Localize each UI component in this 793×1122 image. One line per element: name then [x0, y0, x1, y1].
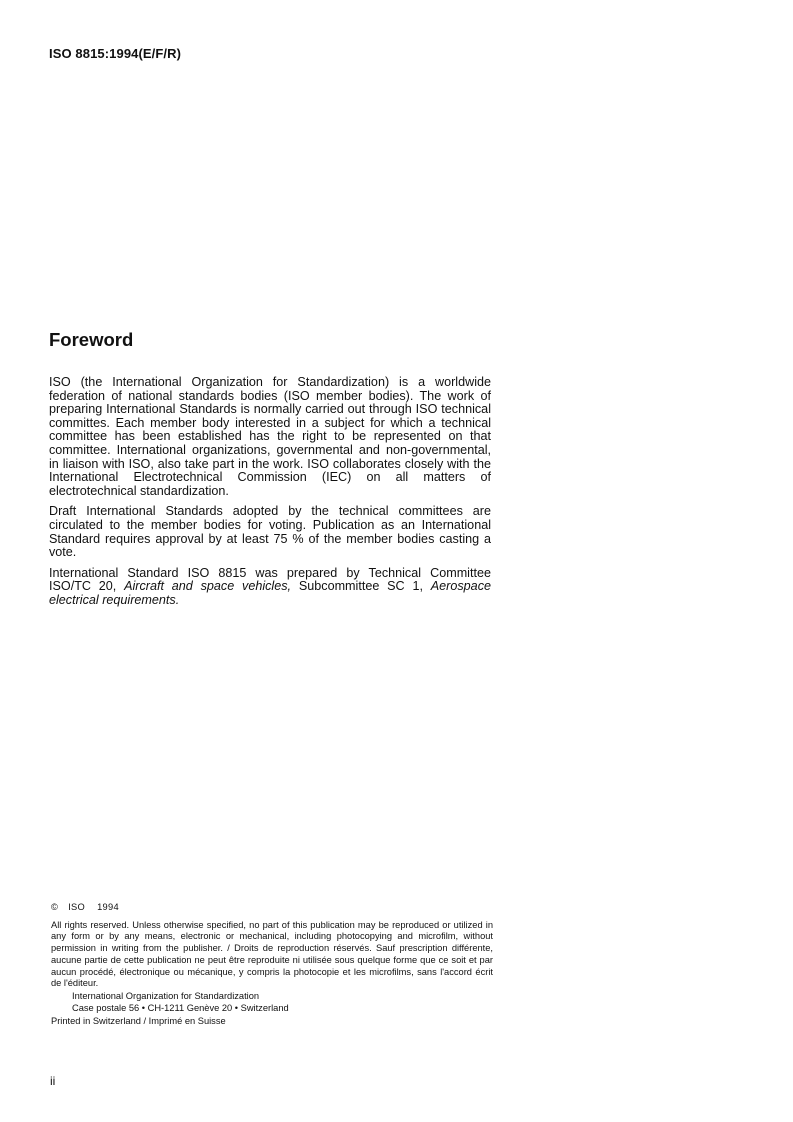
- copyright-org: ISO: [68, 902, 86, 912]
- printed-in: Printed in Switzerland / Imprimé en Suisse: [51, 1016, 226, 1027]
- foreword-heading: Foreword: [49, 329, 134, 350]
- address-line-2: Case postale 56 • CH-1211 Genève 20 • Switzerland: [72, 1002, 289, 1013]
- copyright-block: [51, 902, 493, 1028]
- foreword-paragraph-3: [49, 567, 491, 608]
- copyright-year: 1994: [97, 902, 119, 912]
- copyright-symbol: ©: [51, 902, 59, 912]
- page-number: ii: [50, 1074, 56, 1088]
- foreword-body: [49, 376, 491, 615]
- rights-statement: All rights reserved. Unless otherwise specified, no part of this publication may be reproduced or utilized in any form or by any means, electronic or mechanical, including photocopying and microfilm, without permission in writing from the publisher. / Droits de reproduction réservés. Sauf prescription différente, aucune partie de cette publication ne peut être reproduite ni utilisée sous quelque forme que ce soit et par aucun procédé, électronique ou mécanique, y compris la photocopie et les microfilms, sans l'accord écrit de l'éditeur.: [51, 919, 493, 989]
- committee-name: Aircraft and space vehicles,: [124, 579, 292, 594]
- document-identifier: ISO 8815:1994(E/F/R): [49, 46, 182, 61]
- publisher-address: [72, 991, 493, 1014]
- paragraph-3-mid: Subcommittee SC 1,: [298, 579, 423, 594]
- paragraph-3-lead: International Standard ISO 8815 was prepared by Technical Committee ISO/TC 20,: [49, 565, 491, 594]
- address-line-1: International Organization for Standardization: [72, 990, 260, 1001]
- copyright-line: [51, 902, 493, 914]
- foreword-paragraph-1: ISO (the International Organization for Standardization) is a worldwide federation of national standards bodies (ISO member bodies). The work of preparing International Standards is normally carried out through ISO technical committes. Each member body interested in a subject for which a technical committee has been established has the right to be represented on that committee. International organizations, governmental and non-governmental, in liaison with ISO, also take part in the work. ISO collaborates closely with the International Electrotechnical Commission (IEC) on all matters of electrotechnical standardization.: [49, 375, 491, 498]
- subcommittee-name: Aerospace electrical requirements.: [49, 579, 491, 607]
- foreword-paragraph-2: Draft International Standards adopted by the technical committees are circulated to the member bodies for voting. Publication as an International Standard requires approval by at least 75 % of the member bodies casting a vote.: [49, 504, 491, 560]
